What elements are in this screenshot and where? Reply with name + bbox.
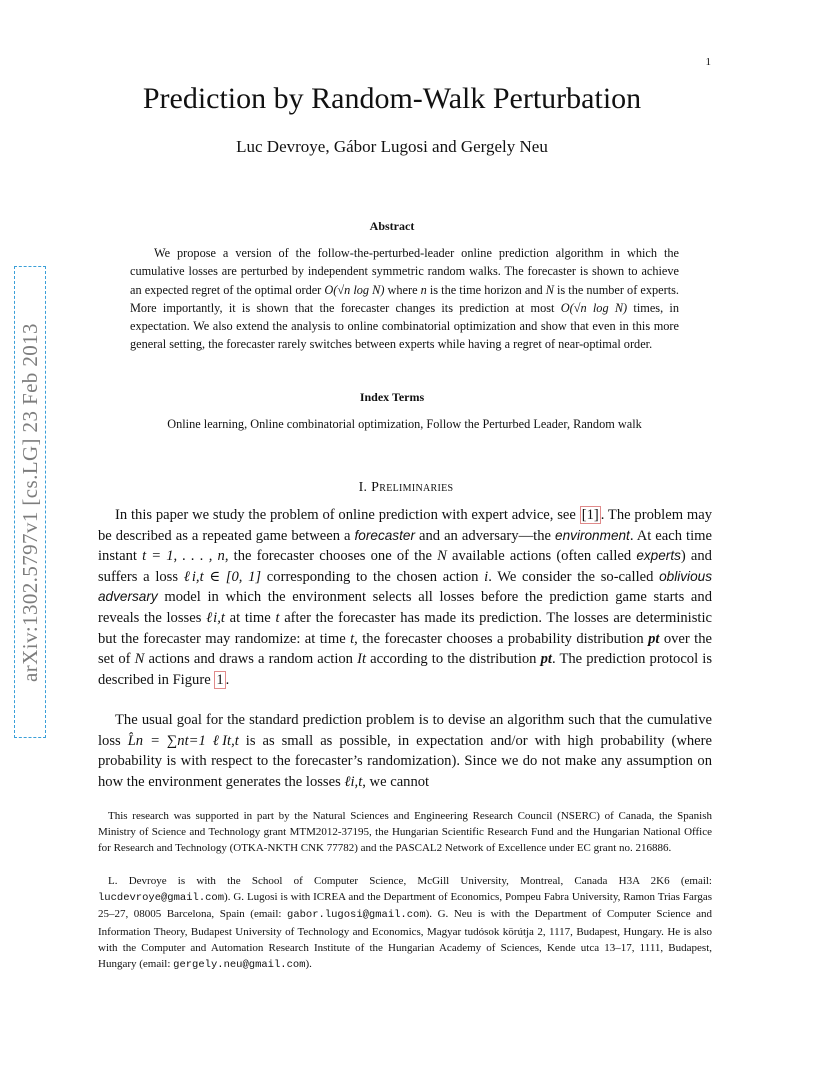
arxiv-identifier-text: arXiv:1302.5797v1 [cs.LG] 23 Feb 2013 (17, 322, 42, 682)
index-terms-text: Online learning, Online combinatorial optimization, Follow the Perturbed Leader, Random walk (167, 417, 642, 431)
affiliation-footnote: L. Devroye is with the School of Computer Science, McGill University, Montreal, Canada H3A 2K6 (email: lucdevroye@gmail.com). G. Lugosi is with ICREA and the Department of Economics, Pompeu Fabra University, Ramon Trias Fargas 25–27, 08005 Barcelona, Spain (email: gabor.lugosi@gmail.com). G. Neu is with the Department of Computer Science and Information Theory, Budapest University of Technology and Economics, Magyar tudósok körútja 2, 1117, Budapest, Hungary. He is also with the Computer and Automation Research Institute of the Hungarian Academy of Sciences, Kende utca 13–17, 1111, Budapest, Hungary (email: gergely.neu@gmail.com). (98, 875, 712, 972)
paper-title: Prediction by Random-Walk Perturbation (142, 82, 642, 115)
citation-link[interactable]: [1] (581, 507, 599, 523)
email-link[interactable]: gabor.lugosi@gmail.com (287, 909, 426, 922)
abstract-text: We propose a version of the follow-the-perturbed-leader online prediction algorithm in which the cumulative losses are perturbed by independent symmetric random walks. The forecaster is shown to achieve an expected regret of the optimal order O(√n log N) where n is the time horizon and N is the number of experts. More importantly, it is shown that the forecaster changes its prediction at most O(√n log N) times, in expectation. We also extend the analysis to online combinatorial optimization and show that even in this more general setting, the forecaster rarely switches between experts while having a regret of near-optimal order. (130, 246, 679, 352)
abstract-heading: Abstract (369, 219, 415, 233)
body-paragraph-2: The usual goal for the standard prediction problem is to devise an algorithm such that the cumulative loss L̂n = ∑nt=1 ℓIt,t is as small as possible, in expectation and/or with high probability (where probability is with respect to the forecaster’s randomization). Since we do not make any assumption on how the environment generates the losses ℓi,t, we cannot (98, 712, 712, 790)
figure-link[interactable]: 1 (216, 671, 224, 688)
email-link[interactable]: gergely.neu@gmail.com (173, 959, 306, 972)
funding-footnote: This research was supported in part by the Natural Sciences and Engineering Research Council (NSERC) of Canada, the Spanish Ministry of Science and Technology grant MTM2012-37195, the Hungarian Scientific Research Fund and the Hungarian National Office for Research and Technology (OTKA-NKTH CNK 77782) and the PASCAL2 Network of Excellence under EC grant no. 216886. (98, 810, 712, 855)
section-heading: I. Preliminaries (358, 480, 454, 495)
page-number: 1 (705, 56, 711, 68)
arxiv-identifier-stamp[interactable] (14, 266, 46, 738)
index-terms-heading: Index Terms (359, 390, 425, 404)
paper-authors: Luc Devroye, Gábor Lugosi and Gergely Neu (236, 137, 548, 156)
email-link[interactable]: lucdevroye@gmail.com (98, 892, 225, 905)
body-paragraph-1: In this paper we study the problem of online prediction with expert advice, see [1] . The problem may be described as a repeated game between a forecaster and an adversary—the environment. At each time instant t = 1, . . . , n, the forecaster chooses one of the N available actions (often called experts) and suffers a loss ℓi,t ∈ [0, 1] corresponding to the chosen action i. We consider the so-called oblivious adversary model in which the environment selects all losses before the prediction game starts and reveals the losses ℓi,t at time t after the forecaster has made its prediction. The losses are deterministic but the forecaster may randomize: at time t, the forecaster chooses a probability distribution pt over the set of N actions and draws a random action It according to the distribution pt. The prediction protocol is described in Figure 1 . (98, 507, 713, 688)
